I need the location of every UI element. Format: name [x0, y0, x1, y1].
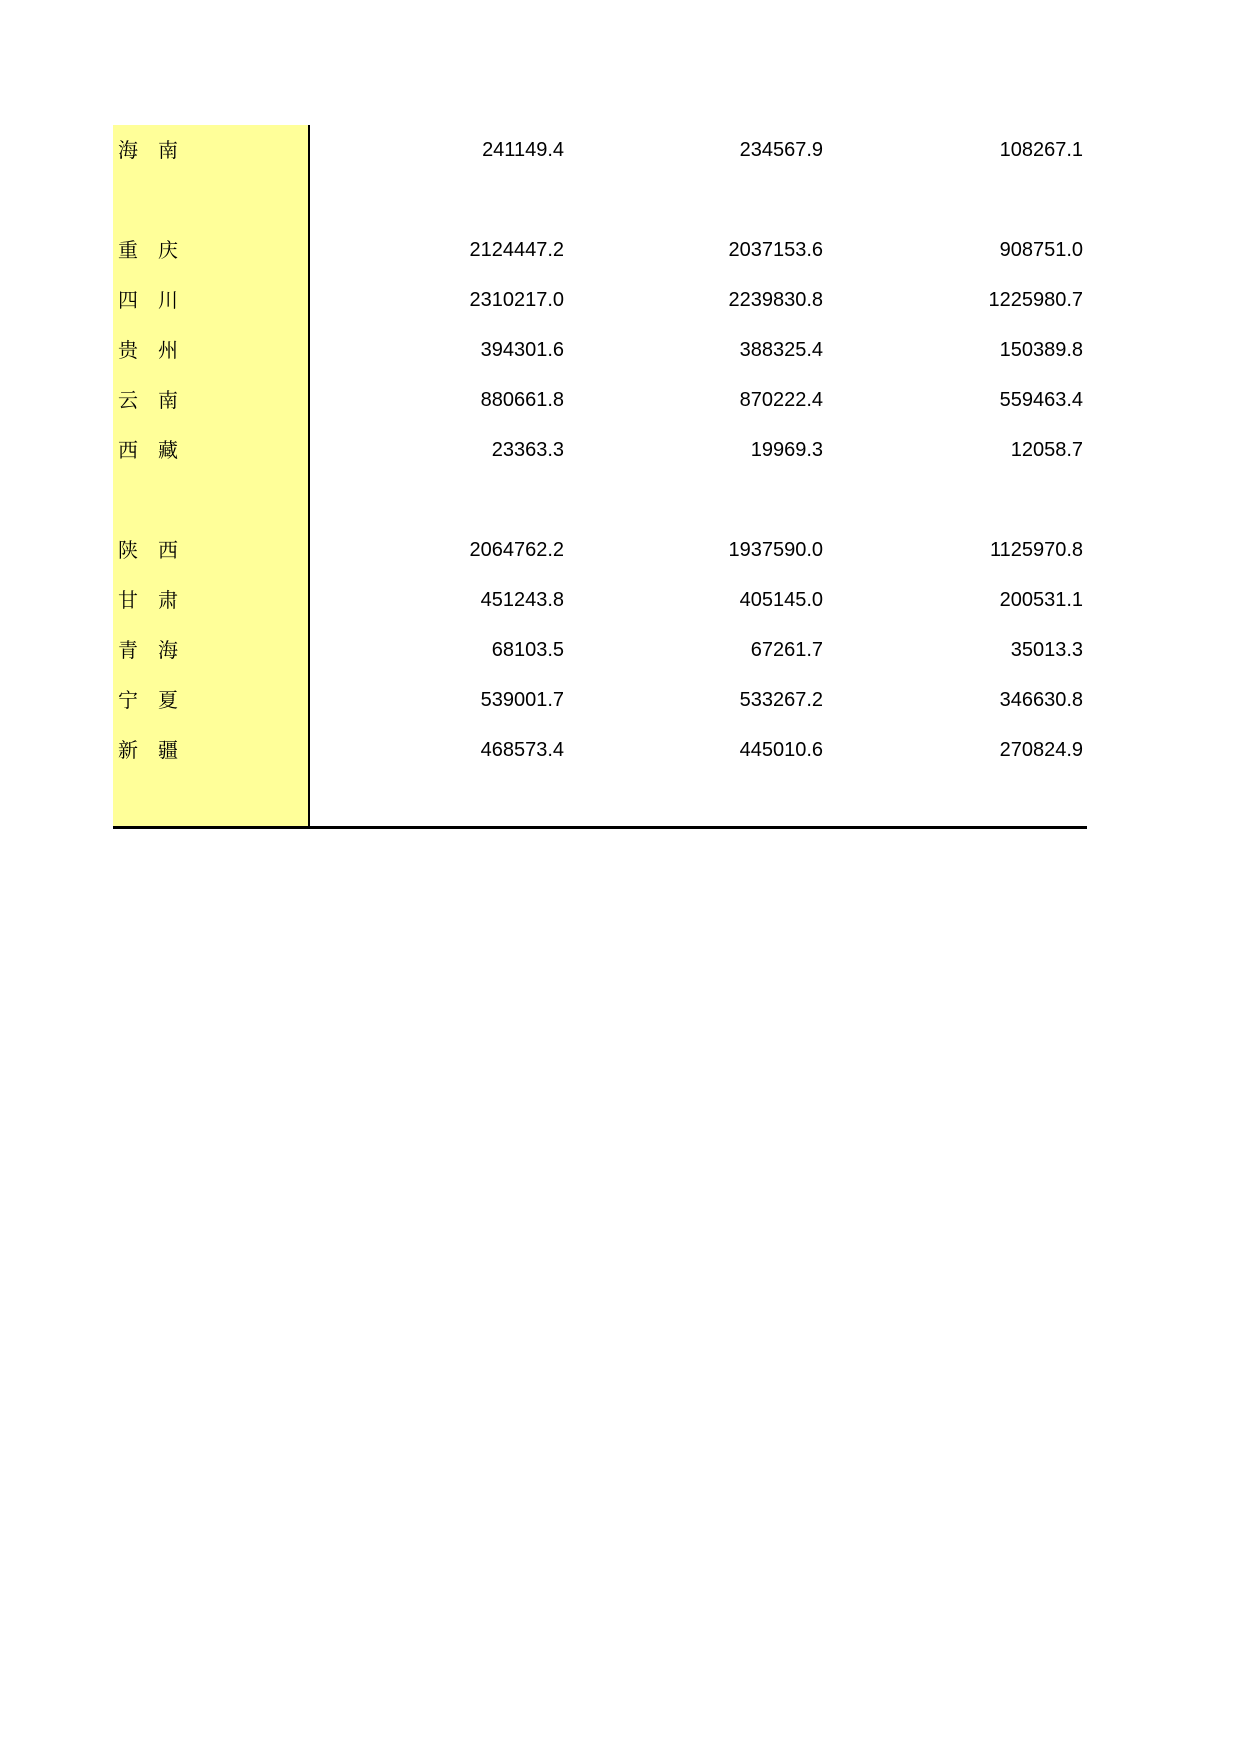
value-col-2: 1937590.0 — [728, 539, 823, 561]
table-row — [113, 325, 1087, 375]
value-col-2: 67261.7 — [750, 639, 823, 661]
value-col-1: 394301.6 — [480, 339, 564, 361]
value-col-3: 346630.8 — [999, 689, 1083, 711]
value-col-3: 108267.1 — [999, 139, 1083, 161]
value-col-3: 35013.3 — [1010, 639, 1083, 661]
region-name: 贵州 — [118, 338, 198, 362]
value-col-3: 1125970.8 — [989, 539, 1083, 561]
value-col-3: 150389.8 — [999, 339, 1083, 361]
table-row — [113, 425, 1087, 475]
table-row — [113, 625, 1087, 675]
region-name: 西藏 — [118, 438, 198, 462]
table-bottom-rule — [113, 826, 1087, 829]
value-col-1: 23363.3 — [491, 439, 564, 461]
value-col-1: 2064762.2 — [469, 539, 564, 561]
value-col-1: 880661.8 — [480, 389, 564, 411]
value-col-1: 539001.7 — [480, 689, 564, 711]
value-col-3: 12058.7 — [1010, 439, 1083, 461]
table-row — [113, 375, 1087, 425]
value-col-2: 2037153.6 — [728, 239, 823, 261]
value-col-2: 445010.6 — [739, 739, 823, 761]
value-col-1: 2310217.0 — [469, 289, 564, 311]
region-name: 四川 — [118, 288, 198, 312]
region-name: 青海 — [118, 638, 198, 662]
region-name: 云南 — [118, 388, 198, 412]
region-name: 海南 — [118, 138, 198, 162]
region-name: 陕西 — [118, 538, 198, 562]
region-name: 新疆 — [118, 738, 198, 762]
value-col-2: 19969.3 — [750, 439, 823, 461]
value-col-2: 2239830.8 — [728, 289, 823, 311]
value-col-2: 405145.0 — [739, 589, 823, 611]
data-table — [113, 125, 1087, 828]
value-col-3: 200531.1 — [999, 589, 1083, 611]
region-name: 甘肃 — [118, 588, 198, 612]
table-row — [113, 675, 1087, 725]
value-col-2: 870222.4 — [739, 389, 823, 411]
value-col-3: 270824.9 — [999, 739, 1083, 761]
region-name: 重庆 — [118, 238, 198, 262]
value-col-1: 2124447.2 — [469, 239, 564, 261]
table-row — [113, 125, 1087, 175]
value-col-1: 451243.8 — [480, 589, 564, 611]
table-row — [113, 575, 1087, 625]
table-row — [113, 725, 1087, 775]
table-row — [113, 275, 1087, 325]
value-col-2: 234567.9 — [739, 139, 823, 161]
value-col-1: 468573.4 — [480, 739, 564, 761]
value-col-1: 241149.4 — [482, 139, 564, 161]
value-col-2: 388325.4 — [739, 339, 823, 361]
value-col-2: 533267.2 — [739, 689, 823, 711]
value-col-3: 908751.0 — [999, 239, 1083, 261]
value-col-3: 1225980.7 — [988, 289, 1083, 311]
table-row — [113, 225, 1087, 275]
region-name: 宁夏 — [118, 688, 198, 712]
value-col-3: 559463.4 — [999, 389, 1083, 411]
value-col-1: 68103.5 — [491, 639, 564, 661]
table-row — [113, 525, 1087, 575]
